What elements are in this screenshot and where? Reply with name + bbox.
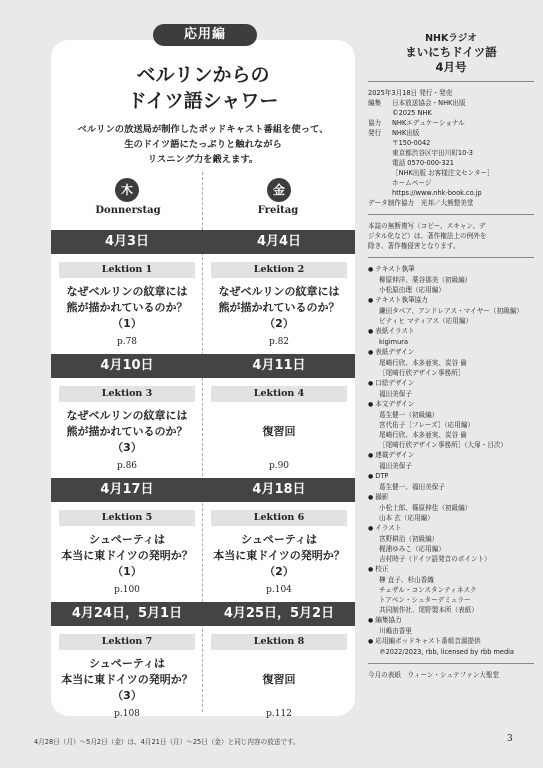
page-number: 3	[507, 734, 513, 744]
lesson-page: p.78	[116, 337, 138, 347]
friday-date: 4月25日，5月2日	[223, 606, 335, 621]
level-tag: 応用編	[153, 24, 257, 46]
credit-name: 山本 玄（応用編）	[379, 514, 434, 522]
intro-line-3: リスニング力を鍛えます。	[147, 154, 259, 165]
friday-date: 4月11日	[252, 358, 306, 373]
credit-name: 鎌田タベア、アンドレアス・マイヤー（初級編）	[379, 307, 523, 315]
lesson-page: p.112	[266, 709, 292, 719]
credit-name: 吉村時子（ドイツ語発音のポイント）	[379, 555, 491, 563]
lesson-title-line: なぜベルリンの紋章には	[66, 409, 188, 422]
lesson-page: p.90	[268, 461, 290, 471]
lesson-title	[203, 672, 355, 688]
divider	[368, 214, 534, 215]
credit-name: 福田美保子	[379, 462, 412, 470]
credit-role: ● 編集協力	[368, 615, 534, 626]
thursday-label: Donnerstag	[95, 205, 161, 216]
colophon-row	[368, 98, 534, 118]
lesson-entry	[51, 262, 203, 347]
lesson-title-line: 復習回	[262, 425, 296, 438]
lesson-title-line: シュペーティは	[241, 533, 317, 546]
week-bar	[51, 354, 355, 378]
lesson-entry	[51, 634, 203, 719]
intro-text	[51, 122, 355, 167]
colophon-value: NHK出版 〒150-0042 東京都渋谷区宇田川町10-3 電話 0570-000-321 ［NHK出版 お客様注文センター］ ホームページ https://www.nhk-book.co.jp	[392, 129, 494, 197]
lesson-title-line: シュペーティは	[89, 657, 165, 670]
lesson-title-line: （2）	[264, 317, 294, 330]
credit-name: 福田美保子	[379, 390, 412, 398]
lesson-title-line: 熊が描かれているのか？	[218, 301, 340, 314]
credit-role: ● 表紙イラスト	[368, 326, 534, 337]
credit-name: 小松士郎、篠原伸佳（初級編）	[379, 504, 472, 512]
colophon-key: 発行	[368, 129, 382, 137]
lesson-entry	[203, 634, 355, 719]
credit-name: 小松原由理（応用編）	[379, 286, 445, 294]
credit-name: ℗2022/2023, rbb, licensed by rbb media	[379, 648, 515, 656]
lesson-title-line: 熊が描かれているのか？	[66, 301, 188, 314]
credit-role: ● 校正	[368, 564, 534, 575]
cover-note: 今月の表紙 ウィーン・シュテファン大聖堂	[368, 671, 500, 679]
lesson-title	[51, 656, 203, 704]
colophon-row	[368, 128, 534, 198]
credit-name: 梶浦ゆみこ（応用編）	[379, 545, 445, 553]
lesson-title-line: なぜベルリンの紋章には	[218, 285, 340, 298]
lesson-label: Lektion 3	[59, 386, 195, 402]
intro-line-1: ベルリンの放送局が制作したポッドキャスト番組を使って、	[77, 124, 329, 135]
lesson-label: Lektion 1	[59, 262, 195, 278]
credit-name: チェザル・コンスタンティネスク	[379, 586, 477, 594]
page-title	[51, 62, 355, 114]
colophon-column	[368, 32, 534, 680]
lesson-page: p.108	[114, 709, 140, 719]
credit-name: 榊 直子、杉山香織	[379, 576, 434, 584]
week-bar	[51, 478, 355, 502]
lesson-title-line: （3）	[112, 689, 142, 702]
lesson-label: Lektion 2	[211, 262, 347, 278]
credit-role: ● DTP	[368, 471, 534, 482]
lesson-title-line: 熊が描かれているのか？	[66, 425, 188, 438]
credit-role: ● 連載デザイン	[368, 450, 534, 461]
credit-name: 尾崎行欣、本多亜実、炭谷 倫	[379, 431, 467, 439]
credit-name: 川嶋由香里	[379, 627, 412, 635]
lesson-entry	[203, 386, 355, 471]
colophon-value: NHKエデュケーショナル	[392, 119, 465, 127]
card-content	[51, 40, 355, 719]
magazine-issue: 4月号	[435, 60, 467, 74]
publisher-website-link[interactable]: https://www.nhk-book.co.jp	[392, 189, 482, 197]
friday-icon: 金	[267, 178, 291, 202]
thursday-date: 4月24日，5月1日	[71, 606, 183, 621]
intro-line-2: 生のドイツ語にたっぷりと触れながら	[124, 139, 282, 150]
credit-name: 宮代佑子［フレーズ］（応用編）	[379, 421, 475, 429]
thursday-date: 4月3日	[104, 234, 150, 249]
credit-role: ● 撮影	[368, 492, 534, 503]
lesson-page: p.100	[114, 585, 140, 595]
credit-role: ● 本文デザイン	[368, 399, 534, 410]
credit-name: 尾崎行欣、本多亜実、炭谷 倫	[379, 359, 467, 367]
lesson-label: Lektion 8	[211, 634, 347, 650]
divider	[368, 257, 534, 258]
copyright-notice: 本誌の無断複写（コピー、スキャン、デ ジタル化など）は、著作権法上の例外を 除き、著作権侵害となります。	[368, 222, 487, 250]
data-credit: データ制作協力 光邦／大熊整美堂	[368, 199, 474, 207]
credits-list	[368, 264, 534, 657]
lesson-entry	[203, 262, 355, 347]
lesson-label: Lektion 4	[211, 386, 347, 402]
lesson-entry	[51, 386, 203, 471]
credit-role: ● イラスト	[368, 523, 534, 534]
lesson-title-line: 本当に東ドイツの発明か？	[61, 549, 193, 562]
credit-role: ● 表紙デザイン	[368, 347, 534, 358]
friday-label: Freitag	[257, 205, 299, 216]
credit-name: ［尾崎行欣デザイン事務所］（大扉・目次）	[379, 441, 508, 449]
lesson-page: p.82	[268, 337, 290, 347]
credit-role: ● 口絵デザイン	[368, 378, 534, 389]
credit-role: ● 応用編ポッドキャスト番組音源提供	[368, 636, 534, 647]
lesson-page: p.86	[116, 461, 138, 471]
lesson-page: p.104	[266, 585, 292, 595]
lesson-title	[51, 408, 203, 456]
lesson-title	[203, 284, 355, 332]
lesson-entry	[51, 510, 203, 595]
divider	[368, 81, 534, 82]
credit-name: ビティヒ マティアス（応用編）	[379, 317, 473, 325]
credit-name: kigimura	[379, 338, 409, 346]
title-line-2: ドイツ語シャワー	[127, 90, 279, 112]
magazine-series: NHKラジオ	[425, 33, 477, 44]
credit-role: ● テキスト執筆協力	[368, 295, 534, 306]
lesson-title-line: （1）	[112, 317, 142, 330]
credit-name: 柳原伸洋、薬谷那美（初級編）	[379, 276, 472, 284]
lesson-title	[203, 532, 355, 580]
lesson-label: Lektion 5	[59, 510, 195, 526]
magazine-title: まいにちドイツ語	[405, 45, 497, 59]
lesson-title-line: 本当に東ドイツの発明か？	[213, 549, 345, 562]
broadcast-note: 4月28日（月）〜5月2日（金）は、4月21日（月）〜25日（金）と同じ内容の放送です。	[34, 738, 300, 746]
lesson-title-line: なぜベルリンの紋章には	[66, 285, 188, 298]
lesson-entry	[203, 510, 355, 595]
colophon-key: 協力	[368, 119, 382, 127]
publish-date: 2025年3月18日 発行・発売	[368, 89, 453, 97]
friday-date: 4月18日	[252, 482, 306, 497]
lesson-title-line: （1）	[112, 565, 142, 578]
friday-date: 4月4日	[256, 234, 302, 249]
lesson-label: Lektion 6	[211, 510, 347, 526]
week-bar	[51, 602, 355, 626]
credit-name: 宮野耕治（初級編）	[379, 535, 439, 543]
lesson-title-line: （3）	[112, 441, 142, 454]
credit-name: 葛生健一（初級編）	[379, 411, 439, 419]
thursday-date: 4月17日	[100, 482, 154, 497]
lesson-label: Lektion 7	[59, 634, 195, 650]
week-bar	[51, 230, 355, 254]
lesson-title	[203, 424, 355, 440]
title-line-1: ベルリンからの	[136, 64, 270, 86]
colophon-key: 編集	[368, 99, 382, 107]
credit-name: 葛生健一、福田美保子	[379, 483, 445, 491]
thursday-icon: 木	[115, 178, 139, 202]
divider	[368, 663, 534, 664]
lesson-title-line: 本当に東ドイツの発明か？	[61, 673, 193, 686]
lesson-title	[51, 532, 203, 580]
colophon-row	[368, 118, 534, 128]
thursday-date: 4月10日	[100, 358, 154, 373]
lesson-title	[51, 284, 203, 332]
lesson-title-line: 復習回	[262, 673, 296, 686]
credit-name: ［尾崎行欣デザイン事務所］	[379, 369, 465, 377]
lesson-title-line: シュペーティは	[89, 533, 165, 546]
credit-role: ● テキスト執筆	[368, 264, 534, 275]
lesson-title-line: （2）	[264, 565, 294, 578]
credit-name: 共同制作社、尾野製本所（表紙）	[379, 606, 478, 614]
credit-name: トアベン・シュターデミュラー	[379, 596, 471, 604]
colophon-value: 日本放送協会・NHK出版 ©2025 NHK	[392, 99, 466, 117]
